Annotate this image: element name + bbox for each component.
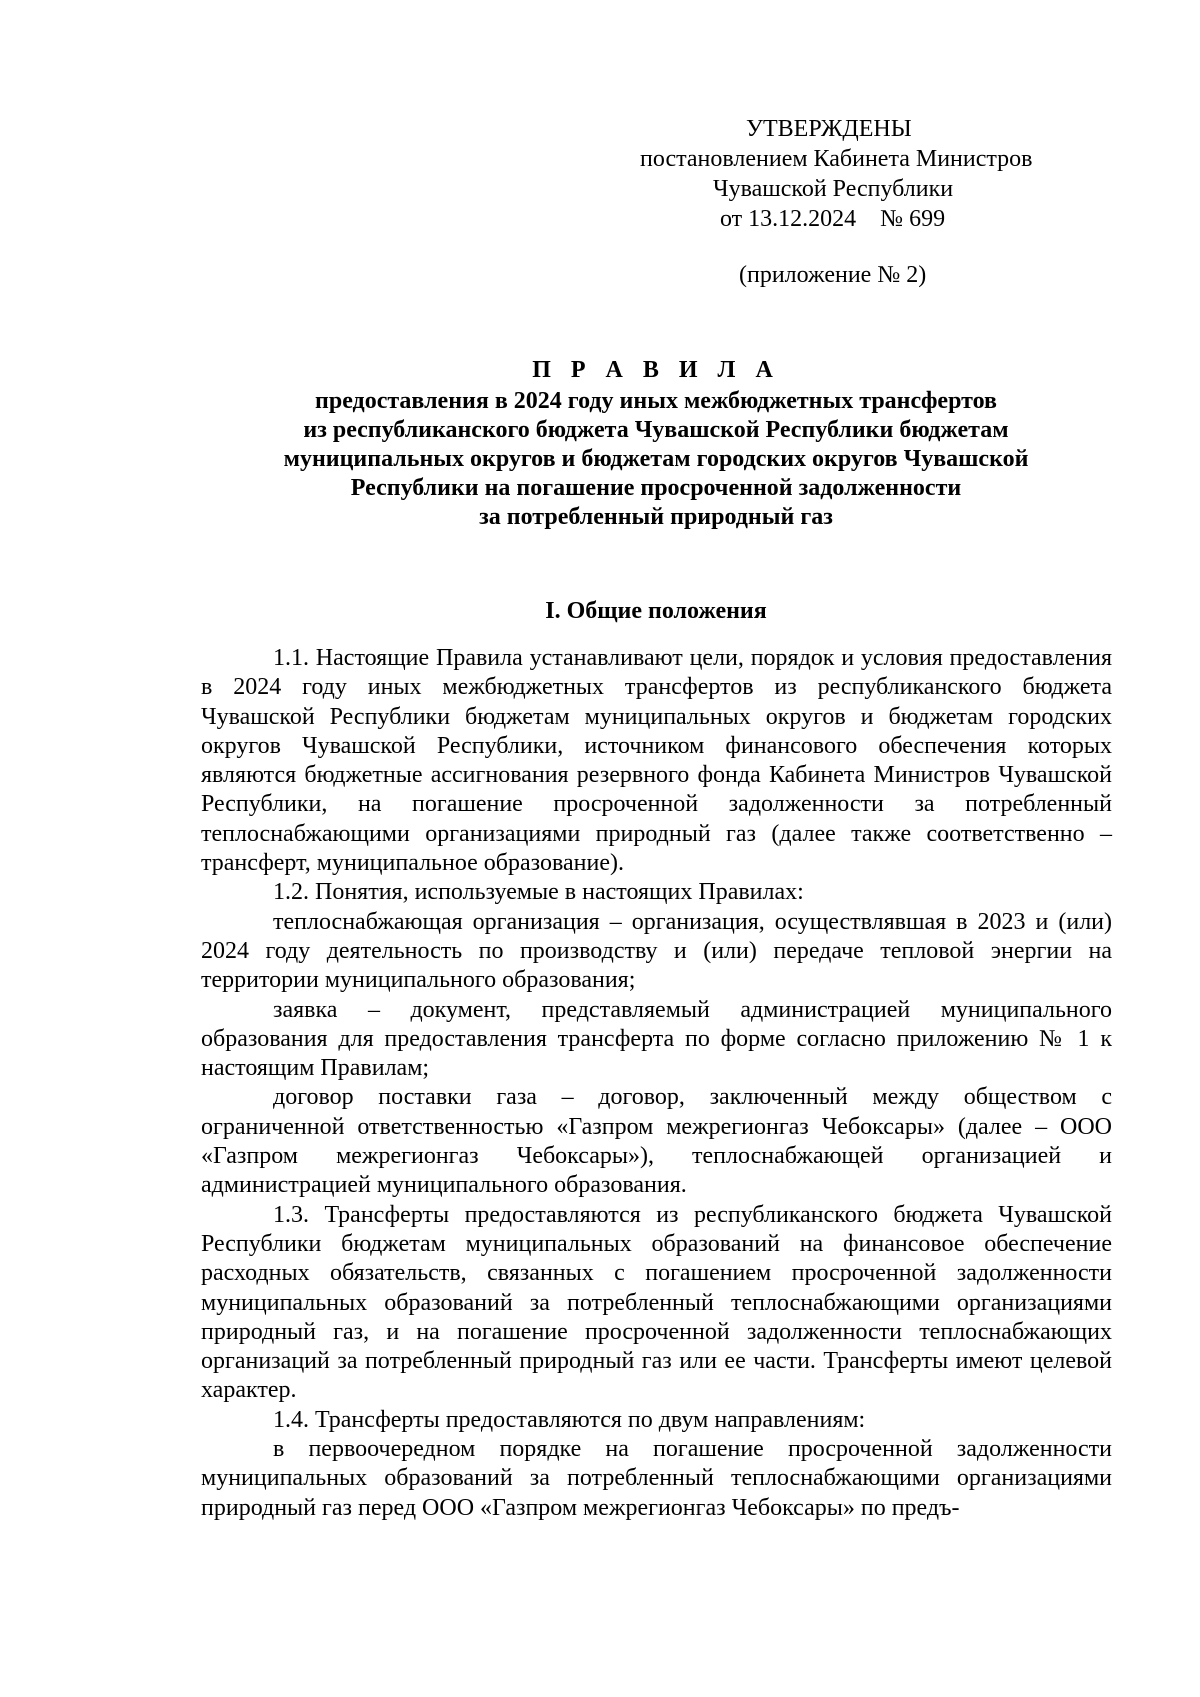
title-line: Республики на погашение просроченной задолженности (350, 475, 962, 501)
definition-heat-supply: теплоснабжающая организация – организация, осуществлявшая в 2023 и (или) 2024 году деятельность по производству и (или) передаче тепловой энергии на территории муниципального образования; (201, 908, 1112, 994)
paragraph-1-1: 1.1. Настоящие Правила устанавливают цели, порядок и условия предоставления в 2024 году иных межбюджетных трансфертов из республиканского бюджета Чувашской Республики бюджетам муниципальных округов и бюджетам городских округов Чувашской Республики, источником финансового обеспечения которых являются бюджетные ассигнования резервного фонда Кабинета Министров Чувашской Республики, на погашение просроченной задолженности за потребленный теплоснабжающими организациями природный газ (далее также соответственно – трансферт, муниципальное образование). (201, 645, 1112, 877)
paragraph-1-3: 1.3. Трансферты предоставляются из республиканского бюджета Чувашской Республики бюджетам муниципальных образований на финансовое обеспечение расходных обязательств, связанных с погашением просроченной задолженности муниципальных образований за потребленный теплоснабжающими организациями природный газ, и на погашение просроченной задолженности теплоснабжающих организаций за потребленный природный газ или ее части. Трансферты имеют целевой характер. (201, 1201, 1112, 1404)
title-line: из республиканского бюджета Чувашской Республики бюджетам (303, 417, 1009, 443)
paragraph-1-2: 1.2. Понятия, используемые в настоящих Правилах: (273, 879, 804, 906)
approval-decree: постановлением Кабинета Министров (640, 146, 1033, 172)
definition-gas-contract: договор поставки газа – договор, заключенный между обществом с ограниченной ответственностью «Газпром межрегионгаз Чебоксары» (далее – ООО «Газпром межрегионгаз Чебоксары»), теплоснабжающей организацией и администрацией муниципального образования. (201, 1084, 1112, 1199)
document-title (200, 356, 1112, 532)
title-line: за потребленный природный газ (479, 504, 833, 530)
definition-application: заявка – документ, представляемый администрацией муниципального образования для предоставления трансферта по форме согласно приложению № 1 к настоящим Правилам; (201, 996, 1112, 1082)
approval-date-number: от 13.12.2024 № 699 (720, 206, 946, 232)
document-body (201, 644, 1112, 1523)
paragraph-1-4: 1.4. Трансферты предоставляются по двум направлениям: (273, 1406, 866, 1433)
approval-stamp (640, 114, 1120, 290)
approval-republic: Чувашской Республики (713, 176, 954, 202)
approval-heading: УТВЕРЖДЕНЫ (746, 116, 912, 142)
title-line: предоставления в 2024 году иных межбюджетных трансфертов (315, 388, 997, 414)
section-heading: I. Общие положения (545, 598, 767, 624)
title-main: П Р А В И Л А (532, 357, 780, 383)
approval-appendix: (приложение № 2) (739, 262, 927, 288)
title-line: муниципальных округов и бюджетам городских округов Чувашской (283, 446, 1029, 472)
paragraph-priority: в первоочередном порядке на погашение просроченной задолженности муниципальных образований за потребленный теплоснабжающими организациями природный газ перед ООО «Газпром межрегионгаз Чебоксары» по предъ- (201, 1436, 1112, 1521)
